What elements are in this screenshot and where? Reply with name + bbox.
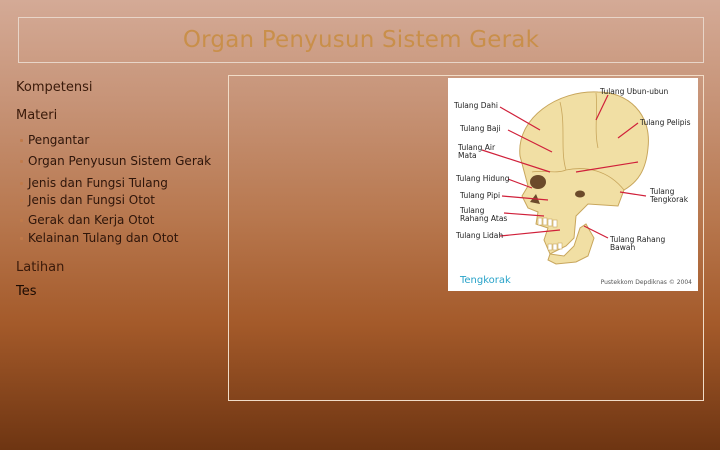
label-tulang-rahang-bawah: Tulang Rahang Bawah	[610, 235, 666, 252]
nav-materi-kelainan[interactable]: Kelainan Tulang dan Otot	[28, 231, 179, 245]
nav-tes[interactable]: Tes	[16, 284, 37, 299]
bullet-icon	[20, 237, 23, 240]
nav-materi-organ[interactable]: Organ Penyusun Sistem Gerak	[28, 154, 212, 168]
nav-kompetensi[interactable]: Kompetensi	[16, 80, 93, 95]
nav-materi-pengantar[interactable]: Pengantar	[28, 133, 90, 147]
bullet-icon	[20, 199, 23, 202]
nav-materi[interactable]: Materi	[16, 108, 58, 123]
figure-brand: Tengkorak	[460, 275, 511, 286]
bullet-icon	[20, 160, 23, 163]
bullet-icon	[20, 139, 23, 142]
figure-credit: Pustekkom Depdiknas © 2004	[600, 279, 692, 286]
label-tulang-dahi: Tulang Dahi	[454, 101, 498, 110]
label-tulang-lidah: Tulang Lidah	[456, 231, 504, 240]
nav-materi-gerak[interactable]: Gerak dan Kerja Otot	[28, 213, 155, 227]
label-tulang-tengkorak: Tulang Tengkorak	[650, 187, 689, 204]
label-tulang-baji: Tulang Baji	[460, 124, 501, 133]
nav-latihan[interactable]: Latihan	[16, 260, 65, 275]
nav-materi-tulang[interactable]: Jenis dan Fungsi Tulang	[28, 176, 168, 190]
label-tulang-pelipis: Tulang Pelipis	[640, 118, 691, 127]
sidebar-nav	[0, 0, 230, 450]
label-tulang-ubun-ubun: Tulang Ubun-ubun	[600, 87, 669, 96]
skull-diagram	[448, 78, 698, 291]
bullet-icon	[20, 182, 23, 185]
label-tulang-pipi: Tulang Pipi	[460, 191, 501, 200]
bullet-icon	[20, 219, 23, 222]
nav-materi-otot[interactable]: Jenis dan Fungsi Otot	[28, 193, 155, 207]
page-title: Organ Penyusun Sistem Gerak	[182, 27, 540, 53]
label-tulang-air-mata: Tulang Air Mata	[458, 143, 496, 160]
label-tulang-hidung: Tulang Hidung	[456, 174, 510, 183]
label-tulang-rahang-atas: Tulang Rahang Atas	[460, 206, 508, 223]
